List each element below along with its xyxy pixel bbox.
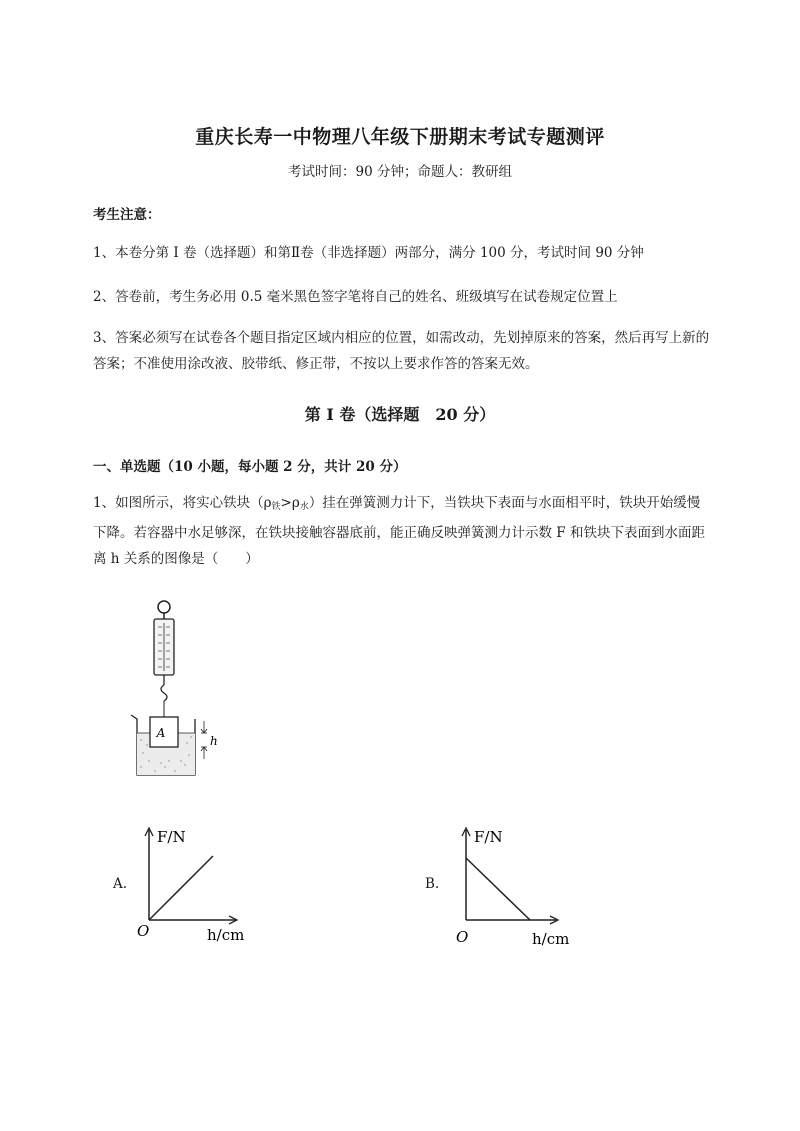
option-b-graph [452,820,582,950]
option-a-origin: O [137,922,150,940]
part-heading: 一、单选题（10 小题，每小题 2 分，共计 20 分） [93,459,407,475]
sub-water: 水 [299,502,309,512]
notice-item-1: 1、本卷分第 I 卷（选择题）和第Ⅱ卷（非选择题）两部分，满分 100 分，考试时间 90 分钟 [93,245,644,261]
spring-scale-figure [125,595,225,780]
sub-iron: 铁 [271,502,281,512]
depth-label: h [210,734,218,748]
option-a-graph [135,820,265,950]
section-title: 第 I 卷（选择题 20 分） [304,405,496,424]
option-b-y-axis: F/N [474,828,503,846]
question-1-text: 1、如图所示，将实心铁块$(\rho_铁>\rho_水)$挂在弹簧测力计下，当铁块下表面与水面相平时，铁块开始缓慢下降。若容器中水足够深，在铁块接触容器底前，能正确反映弹簧测力计示数 F 和铁块下表面到水面距离 h 关系的图像是（ ） [93,495,705,567]
notice-item-3: 3、答案必须写在试卷各个题目指定区域内相应的位置，如需改动，先划掉原来的答案，然后再写上新的答案；不准使用涂改液、胶带纸、修正带，不按以上要求作答的答案无效。 [93,330,710,372]
option-b-label: B. [425,876,440,892]
option-a-label: A. [113,876,128,892]
option-a-y-axis: F/N [157,828,186,846]
notice-item-2: 2、答卷前，考生务必用 0.5 毫米黑色签字笔将自己的姓名、班级填写在试卷规定位置上 [93,289,618,305]
option-a-x-axis: h/cm [207,926,245,944]
option-b-x-axis: h/cm [532,930,570,948]
exam-info: 考试时间：90 分钟；命题人：教研组 [288,164,512,180]
option-b-origin: O [456,928,469,946]
block-label: A [156,726,166,740]
page-title: 重庆长寿一中物理八年级下册期末考试专题测评 [195,126,605,148]
notice-heading: 考生注意： [93,207,161,223]
